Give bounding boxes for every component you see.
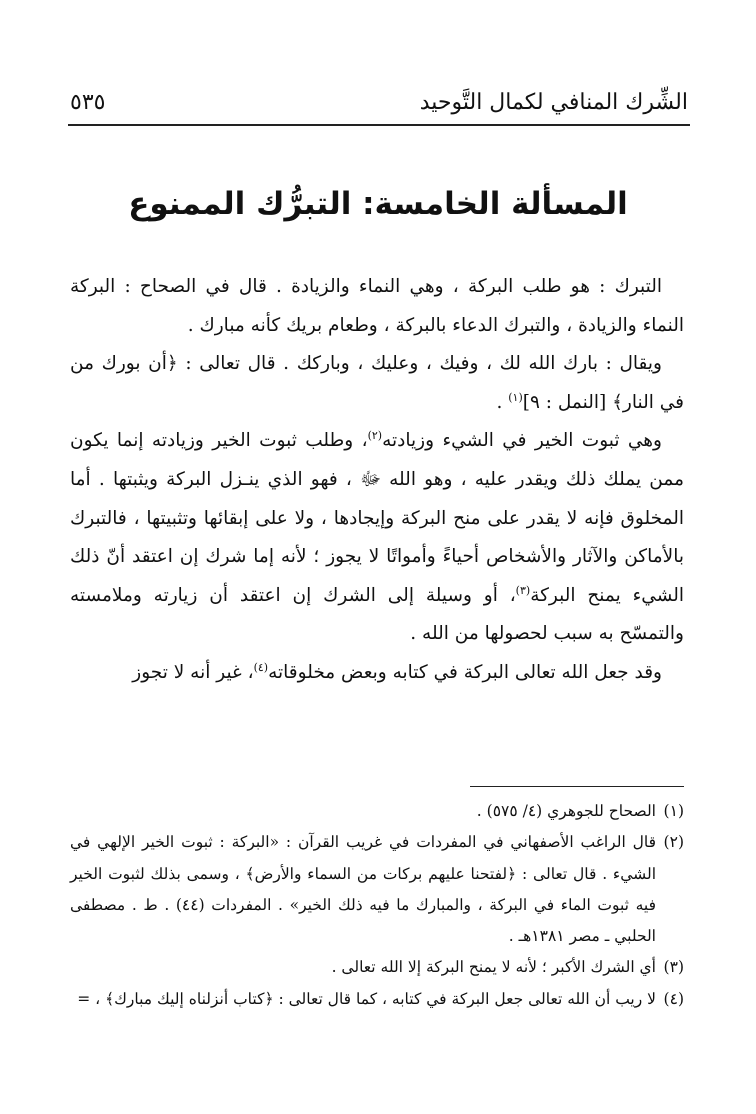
footnote-mark-2[interactable]: (٢) [367,429,383,443]
footnote-number: (١) [663,802,684,820]
footnote-number: (٣) [663,958,684,977]
paragraph-usage: ويقال : بارك الله لك ، وفيك ، وعليك ، وباركك . قال تعالى : ﴿أن بورك من في النار﴾ [النمل : ٩]$^{(١)}$ . [70,353,684,413]
footnote-1 [70,796,684,827]
footnote-3 [70,952,684,983]
footnote-2 [70,827,684,952]
paragraph-blessing-text-a: وقد جعل الله تعالى البركة في كتابه وبعض مخلوقاته [268,661,662,683]
paragraph-definition-text: التبرك : هو طلب البركة ، وهي النماء والزيادة . قال في الصحاح : البركة النماء والزيادة ، والتبرك الدعاء بالبركة ، وطعام بريك كأنه مبارك . [70,276,684,336]
footnote-text: لا ريب أن الله تعالى جعل البركة في كتابه ، كما قال تعالى : ﴿كتاب أنزلناه إليك مبارك﴾ ، = [77,989,656,1008]
paragraph-blessing-text-b: ، غير أنه لا تجوز [132,661,254,683]
footnote-mark-3[interactable]: (٣) [515,583,531,597]
page-number: ٥٣٥ [70,90,106,115]
paragraph-definition [70,268,684,345]
footnote-rule [470,786,684,787]
paragraph-meaning [70,422,684,654]
paragraph-meaning-text-a: وهي ثبوت الخير في الشيء وزيادته [382,430,662,452]
footnote-number: (٢) [663,833,684,852]
footnotes [70,796,684,1015]
footnote-mark-4[interactable]: (٤) [253,660,269,674]
paragraph-usage-text: ويقال : بارك الله لك ، وفيك ، وعليك ، وباركك . قال تعالى : ﴿أن بورك من في النار﴾ [النمل : ٩] [70,353,684,413]
footnote-4 [70,984,684,1015]
body-text [70,268,684,693]
paragraph-meaning-text-b: ، وطلب ثبوت الخير وزيادته إنما يكون ممن يملك ذلك ويقدر عليه ، وهو الله ﷻ ، فهو الذي ينـزل البركة ويثبتها . أما المخلوق فإنه لا يقدر على منح البركة وإيجادها ، ولا على إبقائها وتثبيتها ، فالتبرك بالأماكن والآثار والأشخاص أحياءً وأمواتًا لا يجوز ؛ لأنه إما شرك إن اعتقد أنّ ذلك الشيء يمنح البركة [70,430,684,606]
section-title: المسألة الخامسة: التبرُّك الممنوع [128,186,628,222]
page-header [70,78,688,118]
paragraph-blessing [70,654,684,693]
paragraph-meaning-text-c: ، أو وسيلة إلى الشرك إن اعتقد أن زيارته وملامسته والتمسّح به سبب لحصولها من الله . [70,584,684,645]
footnote-number: (٤) [663,989,684,1008]
header-rule [68,124,690,126]
footnote-text: قال الراغب الأصفهاني في المفردات في غريب القرآن : «البركة : ثبوت الخير الإلهي في الشيء . قال تعالى : ﴿لفتحنا عليهم بركات من السماء والأرض﴾ ، وسمى بذلك لثبوت الخير فيه ثبوت الماء في البركة ، والمبارك ما فيه ذلك الخير» . المفردات (٤٤) . ط . مصطفى الحلبي ـ مصر ١٣٨١هـ . [70,833,656,946]
footnote-text: الصحاح للجوهري (٤/ ٥٧٥) . [476,802,656,820]
running-title: الشِّرك المنافي لكمال التَّوحيد [419,90,688,115]
footnote-mark-1[interactable]: (١) [508,390,523,404]
footnote-text: أي الشرك الأكبر ؛ لأنه لا يمنح البركة إلا الله تعالى . [331,958,656,977]
